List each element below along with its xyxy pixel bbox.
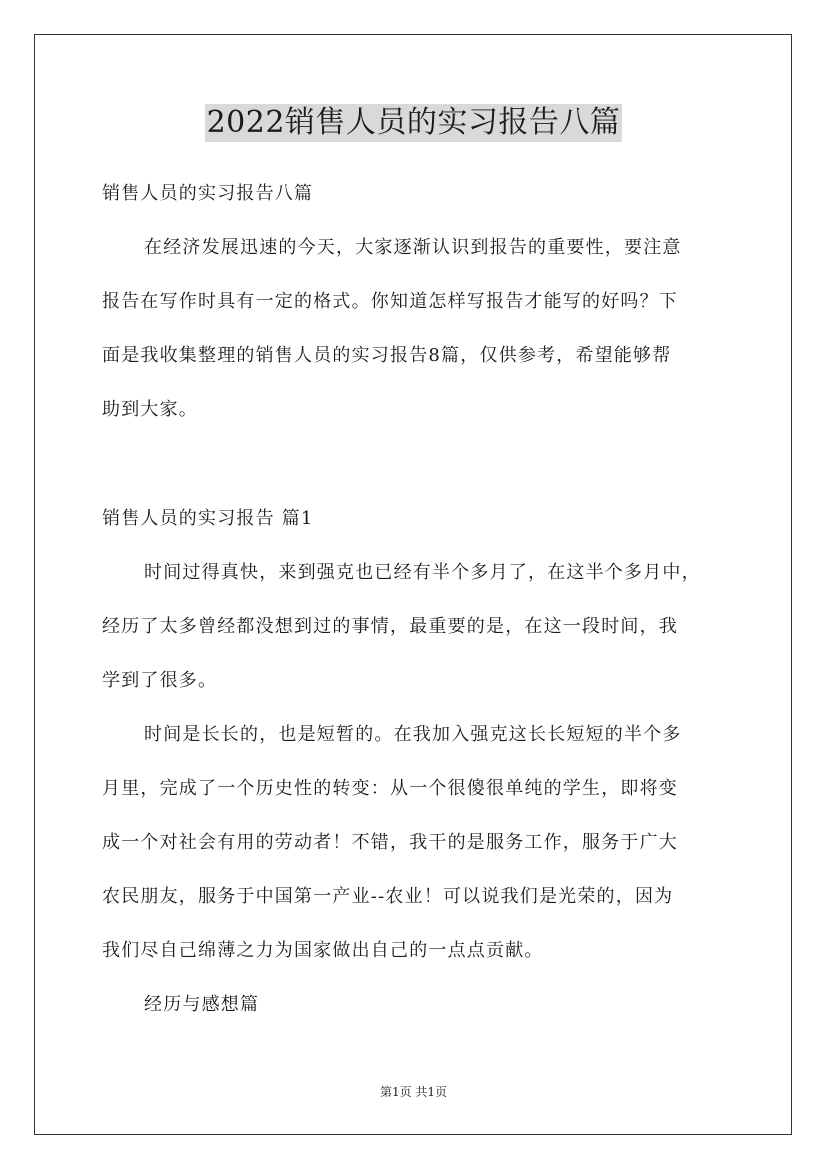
subtitle: 销售人员的实习报告八篇 bbox=[102, 183, 314, 204]
page-footer: 第1页 共1页 bbox=[379, 1085, 448, 1099]
para2-line-1: 时间是长长的，也是短暂的。在我加入强克这长长短短的半个多 bbox=[144, 724, 682, 745]
para2-line-4: 农民朋友，服务于中国第一产业--农业！可以说我们是光荣的，因为 bbox=[102, 886, 674, 907]
document-title bbox=[0, 104, 827, 142]
para2-line-3: 成一个对社会有用的劳动者！不错，我干的是服务工作，服务于广大 bbox=[102, 832, 678, 853]
para3-heading: 经历与感想篇 bbox=[144, 994, 260, 1015]
para1-line-3: 学到了很多。 bbox=[102, 670, 218, 691]
document-title-text: 2022销售人员的实习报告八篇 bbox=[206, 105, 621, 140]
para1-line-1: 时间过得真快，来到强克也已经有半个多月了，在这半个多月中， bbox=[144, 562, 701, 583]
intro-line-2: 报告在写作时具有一定的格式。你知道怎样写报告才能写的好吗？下 bbox=[102, 291, 678, 312]
para1-line-2: 经历了太多曾经都没想到过的事情，最重要的是，在这一段时间，我 bbox=[102, 616, 678, 637]
section-heading: 销售人员的实习报告 篇1 bbox=[102, 508, 314, 529]
intro-line-1: 在经济发展迅速的今天，大家逐渐认识到报告的重要性，要注意 bbox=[144, 237, 682, 258]
intro-line-3: 面是我收集整理的销售人员的实习报告8篇，仅供参考，希望能够帮 bbox=[102, 345, 672, 366]
para2-line-5: 我们尽自己绵薄之力为国家做出自己的一点点贡献。 bbox=[102, 940, 544, 961]
intro-line-4: 助到大家。 bbox=[102, 399, 198, 420]
para2-line-2: 月里，完成了一个历史性的转变：从一个很傻很单纯的学生，即将变 bbox=[102, 778, 678, 799]
